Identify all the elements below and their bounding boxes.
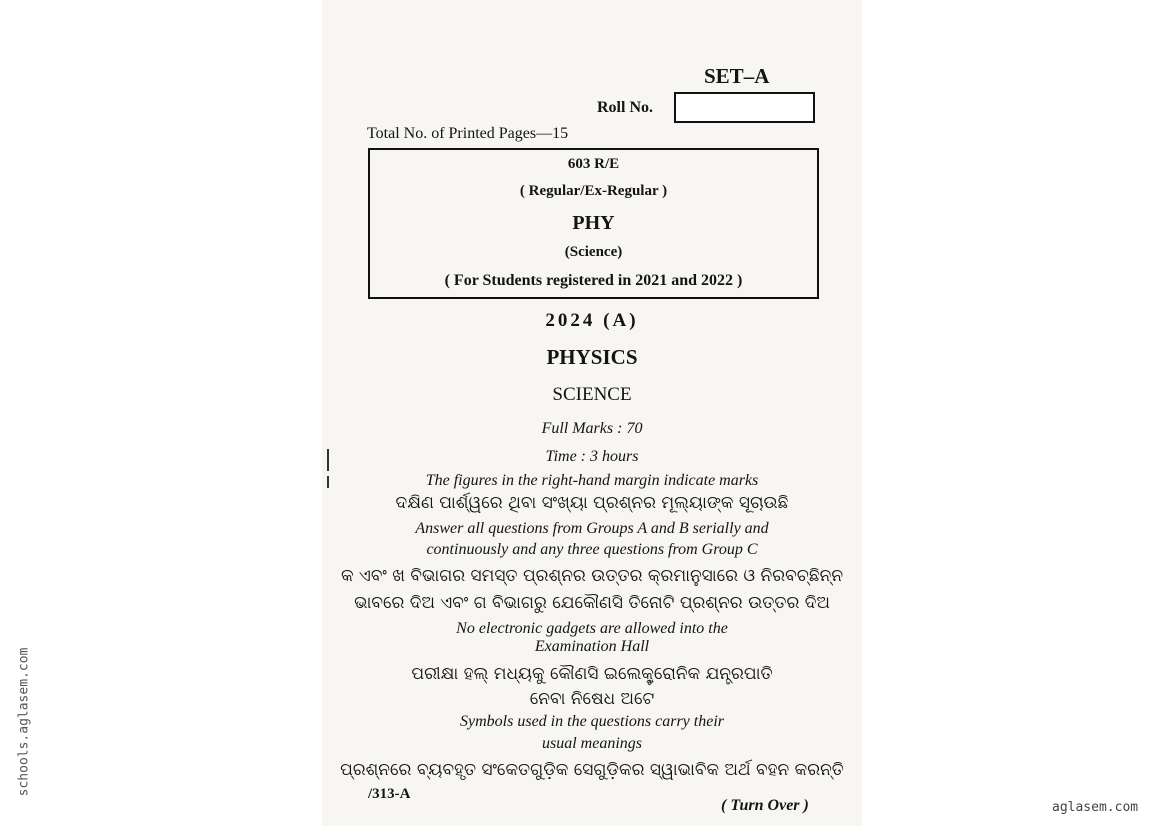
paper-code-line: 603 R/E: [567, 156, 620, 172]
instruction-gadgets-english-2: Examination Hall: [534, 638, 650, 655]
paper-serial-code: /313-A: [368, 786, 411, 802]
instruction-answer-odia-2: ଭାବରେ ଦିଅ ଏବଂ ଗ ବିଭାଗରୁ ଯେକୌଣସି ତିନୋଟି ପ୍ରଶ୍ନର ଉତ୍ତର ଦିଅ: [354, 593, 830, 613]
instruction-marks-odia: ଦକ୍ଷିଣ ପାର୍ଶ୍ୱରେ ଥିବା ସଂଖ୍ୟା ପ୍ରଶ୍ନର ମୂଲ୍ୟାଙ୍କ ସୂଚାଉଛି: [395, 493, 789, 513]
instruction-gadgets-odia-1: ପରୀକ୍ଷା ହଲ୍ ମଧ୍ୟକୁ କୌଣସି ଇଲେକ୍ଟ୍ରୋନିକ ଯନ୍ତ୍ରପାତି: [411, 664, 773, 684]
instruction-gadgets-english-1: No electronic gadgets are allowed into the: [456, 620, 728, 637]
paper-info-box: [368, 148, 819, 299]
subject-code: PHY: [572, 212, 615, 234]
instruction-symbols-odia: ପ୍ରଶ୍ନରେ ବ୍ୟବହୃତ ସଂକେତଗୁଡ଼ିକ ସେଗୁଡ଼ିକର ସ୍ୱାଭାବିକ ଅର୍ଥ ବହନ କରନ୍ତି: [340, 760, 844, 780]
instruction-marks-english: The figures in the right-hand margin indicate marks: [425, 472, 759, 489]
exam-time: Time : 3 hours: [545, 448, 639, 465]
instruction-answer-odia-1: କ ଏବଂ ଖ ବିଭାଗର ସମସ୍ତ ପ୍ରଶ୍ନର ଉତ୍ତର କ୍ରମାନୁସାରେ ଓ ନିରବଚ୍ଛିନ୍ନ: [340, 566, 844, 586]
instruction-gadgets-odia-2: ନେବା ନିଷେଧ ଅଟେ: [529, 689, 655, 709]
roll-number-label: Roll No.: [597, 99, 653, 116]
subject-title: PHYSICS: [546, 345, 638, 369]
instruction-symbols-english-2: usual meanings: [542, 735, 642, 752]
stream-label: (Science): [564, 244, 623, 260]
stream-title: SCIENCE: [552, 384, 632, 405]
instruction-symbols-english-1: Symbols used in the questions carry their: [460, 713, 724, 730]
corner-watermark: aglasem.com: [1052, 800, 1139, 815]
exam-year: 2024 (A): [545, 310, 639, 331]
roll-number-box[interactable]: [674, 92, 815, 123]
instruction-answer-english-1: Answer all questions from Groups A and B serially and: [415, 520, 769, 537]
set-label: SET–A: [704, 64, 770, 88]
instruction-answer-english-2: continuously and any three questions from Group C: [426, 541, 758, 558]
printed-pages-count: Total No. of Printed Pages—15: [367, 125, 569, 142]
turn-over-note: ( Turn Over ): [721, 797, 809, 814]
side-watermark: schools.aglasem.com: [16, 647, 32, 797]
registration-note: ( For Students registered in 2021 and 2022 ): [444, 272, 743, 289]
full-marks: Full Marks : 70: [541, 420, 643, 437]
regular-ex-regular: ( Regular/Ex-Regular ): [519, 183, 668, 199]
